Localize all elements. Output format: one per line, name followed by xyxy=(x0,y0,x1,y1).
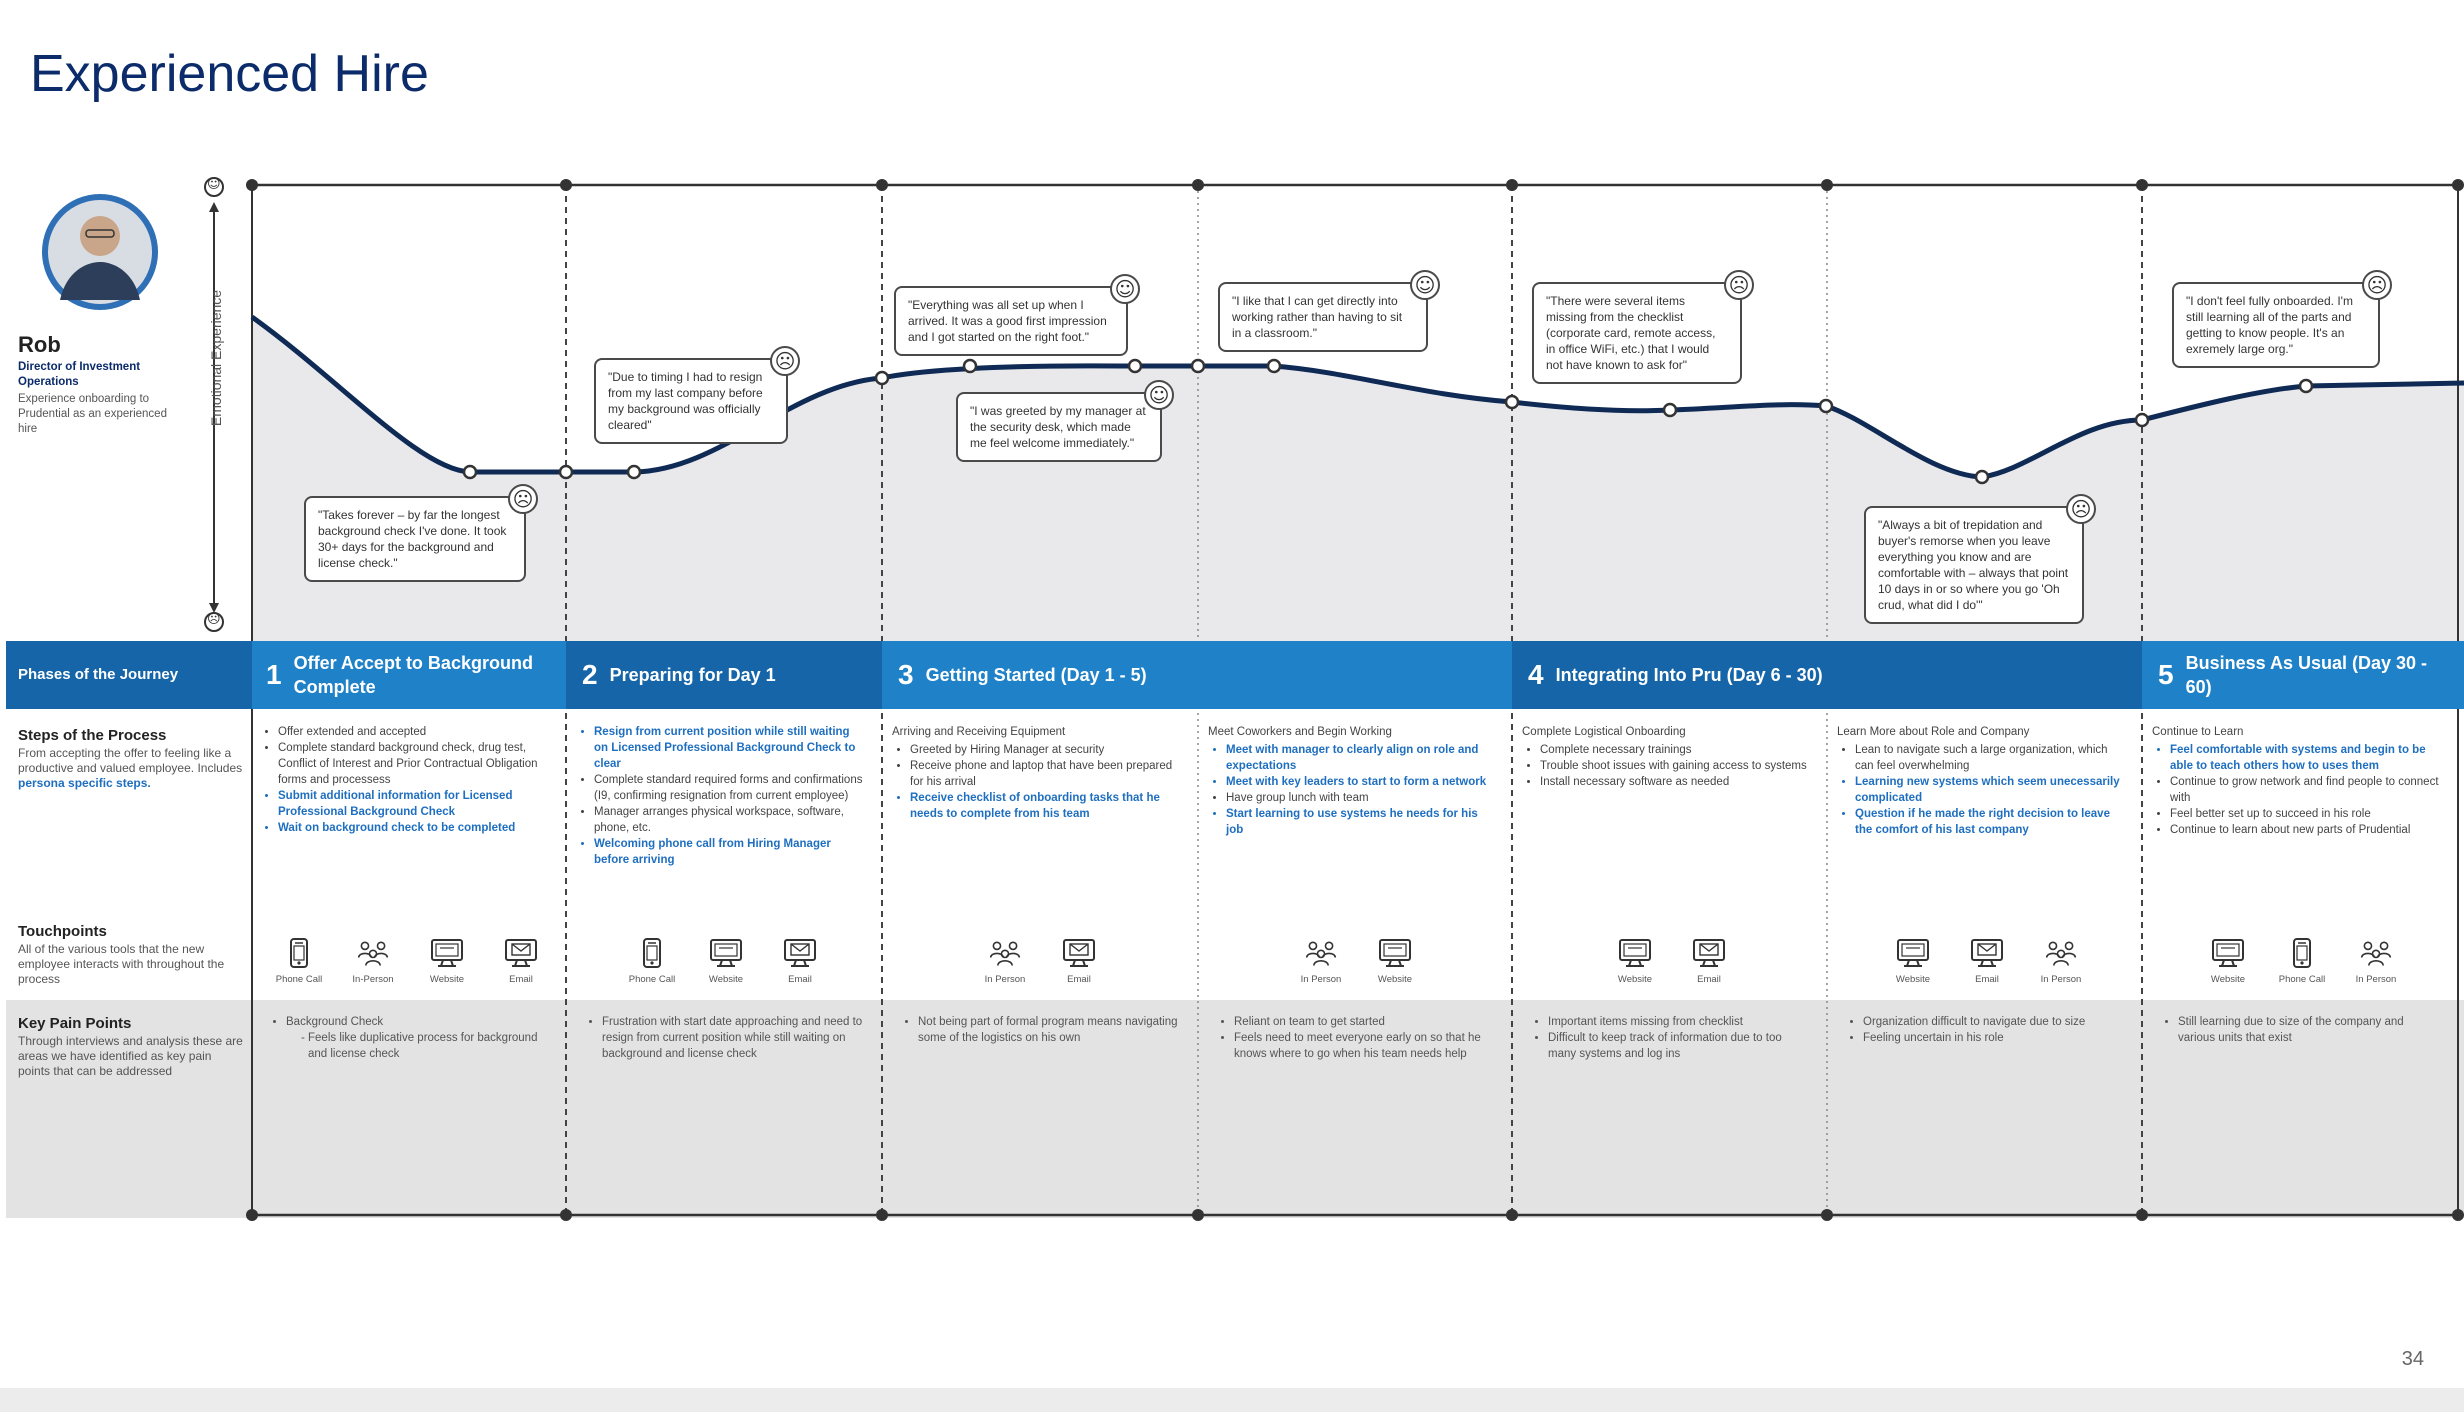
touchpoint-label: Website xyxy=(1617,974,1653,985)
touchpoint xyxy=(1607,938,1663,985)
pain-point-item: • Difficult to keep track of information due to too many systems and log ins xyxy=(1548,1030,1810,1062)
steps-row-header: Steps of the Process From accepting the offer to feeling like a productive and valued employee. Includes persona specific steps. xyxy=(18,727,243,790)
phone-icon xyxy=(2285,938,2319,968)
sad-face-icon: ☹ xyxy=(207,612,221,627)
step-item: • Start learning to use systems he needs for his job xyxy=(1226,806,1498,838)
pain-point-item: • Feeling uncertain in his role xyxy=(1863,1030,2125,1046)
pain-point-column xyxy=(900,1014,1180,1046)
touchpoint-label: Website xyxy=(1895,974,1931,985)
step-subtitle: Arriving and Receiving Equipment xyxy=(892,726,1066,738)
touchpoint-label: Email xyxy=(1697,974,1721,985)
touchpoint xyxy=(1051,938,1107,985)
pain-point-item: • Still learning due to size of the company and various units that exist xyxy=(2178,1014,2440,1046)
step-item: • Feel better set up to succeed in his role xyxy=(2170,806,2442,822)
website-icon xyxy=(1896,938,1930,968)
happy-face-icon: ☺ xyxy=(1144,380,1174,410)
emotion-axis-label-wrap xyxy=(196,240,236,480)
step-item: • Wait on background check to be completed xyxy=(278,820,550,836)
step-item: • Greeted by Hiring Manager at security xyxy=(910,742,1182,758)
touchpoint-label: In Person xyxy=(2040,974,2082,985)
step-item: • Receive checklist of onboarding tasks that he needs to complete from his team xyxy=(910,790,1182,822)
step-column xyxy=(1837,724,2127,838)
sad-face-icon: ☹ xyxy=(2362,270,2392,300)
touchpoint xyxy=(1885,938,1941,985)
step-item: • Install necessary software as needed xyxy=(1540,774,1812,790)
touchpoint xyxy=(1681,938,1737,985)
pain-point-column xyxy=(1216,1014,1496,1062)
touchpoint-label: In Person xyxy=(1300,974,1342,985)
phone-icon xyxy=(282,938,316,968)
footer-bar xyxy=(0,1388,2464,1412)
touchpoint xyxy=(2348,938,2404,985)
email-icon xyxy=(504,938,538,968)
touchpoint-label: Phone Call xyxy=(2278,974,2326,985)
quote-bubble: "I like that I can get directly into working rather than having to sit in a classroom." ☺ xyxy=(1218,282,1428,352)
happy-face-icon: ☺ xyxy=(1410,270,1440,300)
touchpoint xyxy=(1293,938,1349,985)
touchpoint-label: Phone Call xyxy=(628,974,676,985)
touchpoint-label: Email xyxy=(509,974,533,985)
step-item: • Continue to grow network and find people to connect with xyxy=(2170,774,2442,806)
happy-face-icon: ☺ xyxy=(207,177,221,192)
step-item: • Meet with key leaders to start to form a network xyxy=(1226,774,1498,790)
happy-face-icon: ☺ xyxy=(1110,274,1140,304)
in-person-icon xyxy=(2044,938,2078,968)
quote-bubble: "I was greeted by my manager at the security desk, which made me feel welcome immediately." ☺ xyxy=(956,392,1162,462)
phase-3: 3 Getting Started (Day 1 - 5) xyxy=(898,659,1147,690)
touchpoint xyxy=(1959,938,2015,985)
pain-point-column xyxy=(1845,1014,2125,1046)
phase-5: 5 Business As Usual (Day 30 - 60) xyxy=(2158,653,2428,697)
quote-bubble: "Due to timing I had to resign from my last company before my background was officially cleared" ☹ xyxy=(594,358,788,444)
email-icon xyxy=(1692,938,1726,968)
step-item: • Have group lunch with team xyxy=(1226,790,1498,806)
quote-bubble: "I don't feel fully onboarded. I'm still learning all of the parts and getting to know people. It's an exremely large org." ☹ xyxy=(2172,282,2380,368)
step-item: • Manager arranges physical workspace, software, phone, etc. xyxy=(594,804,866,836)
sad-face-icon: ☹ xyxy=(2066,494,2096,524)
touchpoint-label: Email xyxy=(1975,974,1999,985)
emotion-axis-label: Emotional Experience xyxy=(208,289,224,427)
touchpoint xyxy=(271,938,327,985)
page-number: 34 xyxy=(2401,1348,2424,1370)
step-item: • Resign from current position while still waiting on Licensed Professional Background Check to clear xyxy=(594,724,866,772)
page-title: Experienced Hire xyxy=(30,45,429,103)
step-item: • Complete standard required forms and confirmations (I9, confirming resignation from current employee) xyxy=(594,772,866,804)
in-person-icon xyxy=(988,938,1022,968)
step-item: • Lean to navigate such a large organization, which can feel overwhelming xyxy=(1855,742,2127,774)
step-subtitle: Meet Coworkers and Begin Working xyxy=(1208,726,1392,738)
pain-point-subitem: - Feels like duplicative process for background and license check xyxy=(308,1030,548,1062)
in-person-icon xyxy=(2359,938,2393,968)
sad-face-icon: ☹ xyxy=(508,484,538,514)
website-icon xyxy=(1378,938,1412,968)
persona-avatar xyxy=(42,194,158,310)
phases-row-label: Phases of the Journey xyxy=(18,666,179,683)
step-item: • Complete standard background check, drug test, Conflict of Interest and Prior Contractual Obligation forms and processess xyxy=(278,740,550,788)
touchpoint-label: Website xyxy=(1377,974,1413,985)
touchpoint xyxy=(2274,938,2330,985)
touchpoint xyxy=(977,938,1033,985)
step-subtitle: Complete Logistical Onboarding xyxy=(1522,726,1686,738)
touchpoint-group xyxy=(1607,938,1737,985)
step-item: • Meet with manager to clearly align on role and expectations xyxy=(1226,742,1498,774)
touchpoint-group xyxy=(2200,938,2404,985)
step-column xyxy=(1522,724,1812,790)
website-icon xyxy=(2211,938,2245,968)
step-subtitle: Continue to Learn xyxy=(2152,726,2244,738)
step-column xyxy=(1208,724,1498,838)
email-icon xyxy=(1062,938,1096,968)
sad-face-icon: ☹ xyxy=(770,346,800,376)
step-item: • Question if he made the right decision to leave the comfort of his last company xyxy=(1855,806,2127,838)
touchpoint-group xyxy=(1293,938,1423,985)
email-icon xyxy=(783,938,817,968)
touchpoint xyxy=(345,938,401,985)
pain-point-column xyxy=(584,1014,864,1062)
pain-point-item: • Background Check - Feels like duplicative process for background and license check xyxy=(286,1014,548,1062)
touchpoint-label: Phone Call xyxy=(275,974,323,985)
persona-role: Director of Investment Operations xyxy=(18,361,141,388)
pain-point-item: • Frustration with start date approaching and need to resign from current position while still waiting on background and license check xyxy=(602,1014,864,1062)
quote-bubble: "Always a bit of trepidation and buyer's remorse when you leave everything you know and are comfortable with – always that point 10 days in or so where you go 'Oh crud, what did I do'" ☹ xyxy=(1864,506,2084,624)
step-column xyxy=(892,724,1182,822)
sad-face-icon: ☹ xyxy=(1724,270,1754,300)
phase-2: 2 Preparing for Day 1 xyxy=(582,659,776,690)
in-person-icon xyxy=(1304,938,1338,968)
step-item: • Submit additional information for Licensed Professional Background Check xyxy=(278,788,550,820)
touchpoint-group xyxy=(1885,938,2089,985)
touchpoint xyxy=(772,938,828,985)
touchpoint-label: Email xyxy=(788,974,812,985)
pain-point-item: • Feels need to meet everyone early on so that he knows where to go when his team needs help xyxy=(1234,1030,1496,1062)
touchpoint-label: Email xyxy=(1067,974,1091,985)
step-column xyxy=(260,724,550,836)
quote-bubble: "There were several items missing from the checklist (corporate card, remote access, in office WiFi, etc.) that I would not have known to ask for" ☹ xyxy=(1532,282,1742,384)
touchpoint-label: In Person xyxy=(2355,974,2397,985)
website-icon xyxy=(430,938,464,968)
persona-name: Rob xyxy=(18,332,61,357)
step-column xyxy=(576,724,866,868)
touchpoint xyxy=(698,938,754,985)
step-item: • Complete necessary trainings xyxy=(1540,742,1812,758)
pain-point-column xyxy=(1530,1014,1810,1062)
touchpoint-label: In-Person xyxy=(352,974,394,985)
in-person-icon xyxy=(356,938,390,968)
touchpoint-label: Website xyxy=(708,974,744,985)
pain-point-item: • Important items missing from checklist xyxy=(1548,1014,1810,1030)
phase-4: 4 Integrating Into Pru (Day 6 - 30) xyxy=(1528,659,1823,690)
touchpoint-label: Website xyxy=(429,974,465,985)
step-item: • Welcoming phone call from Hiring Manager before arriving xyxy=(594,836,866,868)
step-item: • Continue to learn about new parts of Prudential xyxy=(2170,822,2442,838)
pain-point-column xyxy=(2160,1014,2440,1046)
phase-1: 1 Offer Accept to Background Complete xyxy=(266,653,533,697)
pain-point-item: • Not being part of formal program means navigating some of the logistics on his own xyxy=(918,1014,1180,1046)
email-icon xyxy=(1970,938,2004,968)
step-item: • Offer extended and accepted xyxy=(278,724,550,740)
step-subtitle: Learn More about Role and Company xyxy=(1837,726,2030,738)
touchpoint xyxy=(493,938,549,985)
pain-point-column xyxy=(268,1014,548,1062)
step-item: • Feel comfortable with systems and begin to be able to teach others how to uses them xyxy=(2170,742,2442,774)
quote-bubble: "Takes forever – by far the longest background check I've done. It took 30+ days for the background and license check." ☹ xyxy=(304,496,526,582)
emotion-area xyxy=(252,317,2464,641)
phone-icon xyxy=(635,938,669,968)
website-icon xyxy=(1618,938,1652,968)
touchpoint xyxy=(2033,938,2089,985)
touchpoint xyxy=(419,938,475,985)
touchpoints-row-header: Touchpoints All of the various tools that the new employee interacts with throughout the process xyxy=(18,923,225,986)
website-icon xyxy=(709,938,743,968)
step-item: • Learning new systems which seem unecessarily complicated xyxy=(1855,774,2127,806)
touchpoint-label: Website xyxy=(2210,974,2246,985)
pain-point-item: • Reliant on team to get started xyxy=(1234,1014,1496,1030)
touchpoint-label: In Person xyxy=(984,974,1026,985)
step-item: • Receive phone and laptop that have been prepared for his arrival xyxy=(910,758,1182,790)
pain-points-row-header: Key Pain Points Through interviews and analysis these are areas we have identified as key pain points that can be addressed xyxy=(18,1015,243,1078)
quote-bubble: "Everything was all set up when I arrived. It was a good first impression and I got started on the right foot." ☺ xyxy=(894,286,1128,356)
touchpoint xyxy=(1367,938,1423,985)
touchpoint-group xyxy=(624,938,828,985)
step-column xyxy=(2152,724,2442,838)
touchpoint-group xyxy=(977,938,1107,985)
step-item: • Trouble shoot issues with gaining access to systems xyxy=(1540,758,1812,774)
touchpoint xyxy=(2200,938,2256,985)
pain-point-item: • Organization difficult to navigate due to size xyxy=(1863,1014,2125,1030)
touchpoint-group xyxy=(271,938,549,985)
touchpoint xyxy=(624,938,680,985)
persona-description: Experience onboarding to Prudential as an experienced hire xyxy=(18,393,167,435)
